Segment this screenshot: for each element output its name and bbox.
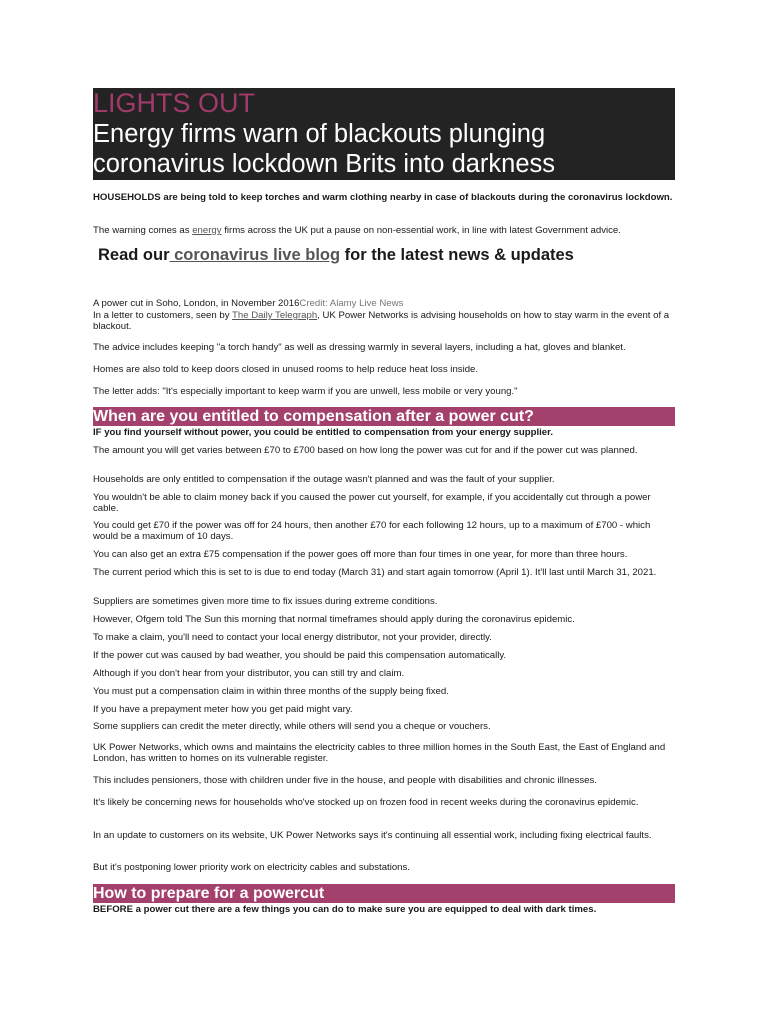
paragraph: This includes pensioners, those with children under five in the house, and people with disabilities and chronic illnesses. [93,775,597,786]
paragraph: It's likely be concerning news for households who've stocked up on frozen food in recent weeks during the coronavirus epidemic. [93,797,639,808]
standfirst: HOUSEHOLDS are being told to keep torches and warm clothing nearby in case of blackouts during the coronavirus lockdown. [93,192,673,203]
energy-link[interactable]: energy [192,225,222,236]
paragraph: You can also get an extra £75 compensation if the power goes off more than four times in one year, for more than three hours. [93,549,628,560]
paragraph: However, Ofgem told The Sun this morning that normal timeframes should apply during the coronavirus epidemic. [93,614,575,625]
paragraph: Households are only entitled to compensation if the outage wasn't planned and was the fault of your supplier. [93,474,555,485]
kicker: LIGHTS OUT [93,88,256,118]
paragraph: UK Power Networks, which owns and maintains the electricity cables to three million homes in the South East, the East of England and London, has written to homes on its vulnerable register. [93,742,666,764]
paragraph: You could get £70 if the power was off for 24 hours, then another £70 for each following 12 hours, up to a maximum of £700 - which would be a maximum of 10 days. [93,520,651,542]
paragraph: To make a claim, you'll need to contact your local energy distributor, not your provider, directly. [93,632,492,643]
paragraph: You must put a compensation claim in within three months of the supply being fixed. [93,686,449,697]
article-headline: Energy firms warn of blackouts plunging coronavirus lockdown Brits into darkness [93,120,556,178]
paragraph-advice: The advice includes keeping "a torch handy" as well as dressing warmly in several layers, including a hat, gloves and blanket. [93,342,626,353]
paragraph-letter-adds: The letter adds: "It's especially important to keep warm if you are unwell, less mobile or very young." [93,386,518,397]
paragraph: In an update to customers on its website, UK Power Networks says it's continuing all essential work, including fixing electrical faults. [93,830,652,841]
read-more-promo: Read our coronavirus live blog for the latest news & updates [98,246,574,264]
section-lead-compensation: IF you find yourself without power, you could be entitled to compensation from your energy supplier. [93,427,554,438]
paragraph: If the power cut was caused by bad weather, you should be paid this compensation automatically. [93,650,507,661]
live-blog-link[interactable]: coronavirus live blog [169,246,341,264]
paragraph: Suppliers are sometimes given more time to fix issues during extreme conditions. [93,596,438,607]
telegraph-link[interactable]: The Daily Telegraph [232,310,318,321]
paragraph: The amount you will get varies between £70 to £700 based on how long the power was cut for and if the power cut was planned. [93,445,638,456]
paragraph-warning: The warning comes as energy firms across the UK put a pause on non-essential work, in line with latest Government advice. [93,225,621,236]
image-caption: A power cut in Soho, London, in November 2016Credit: Alamy Live News [93,298,404,309]
section-heading-compensation: When are you entitled to compensation after a power cut? [93,407,675,426]
headline-banner [93,88,675,180]
section-heading-prepare: How to prepare for a powercut [93,884,675,903]
paragraph-doors: Homes are also told to keep doors closed in unused rooms to help reduce heat loss inside. [93,364,479,375]
paragraph: If you have a prepayment meter how you get paid might vary. [93,704,353,715]
paragraph: Some suppliers can credit the meter directly, while others will send you a cheque or vouchers. [93,721,491,732]
image-credit: Credit: Alamy Live News [299,298,404,309]
paragraph-letter: In a letter to customers, seen by The Daily Telegraph, UK Power Networks is advising households on how to stay warm in the event of a blackout. [93,310,670,332]
paragraph: Although if you don't hear from your distributor, you can still try and claim. [93,668,405,679]
paragraph: You wouldn't be able to claim money back if you caused the power cut yourself, for example, if you accidentally cut through a power cable. [93,492,651,514]
section-lead-prepare: BEFORE a power cut there are a few things you can do to make sure you are equipped to deal with dark times. [93,904,597,915]
paragraph: The current period which this is set to is due to end today (March 31) and start again tomorrow (April 1). It'll last until March 31, 2021. [93,567,657,578]
paragraph: But it's postponing lower priority work on electricity cables and substations. [93,862,410,873]
